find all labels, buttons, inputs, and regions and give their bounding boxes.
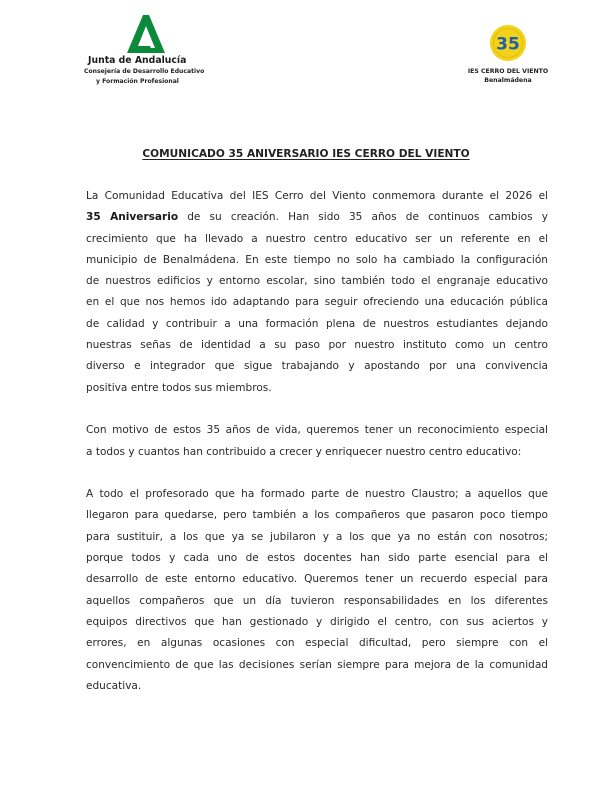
paragraph-3 [86, 484, 548, 697]
text-line: Con motivo de estos 35 años de vida, queremos tener un reconocimiento especial [86, 424, 548, 437]
department-line-1: Consejería de Desarrollo Educativo [84, 68, 205, 75]
text-line: a todos y cuantos han contribuido a crecer y enriquecer nuestro centro educativo: [86, 445, 522, 458]
text-line: diverso e integrador que sigue trabajando y apostando por una convivencia [86, 360, 548, 373]
text-line: La Comunidad Educativa del IES Cerro del Viento conmemora durante el 2026 el [86, 190, 548, 202]
text-line: nuestras señas de identidad a su paso por nuestro instituto como un centro [86, 339, 548, 352]
text-line [86, 207, 548, 228]
school-header [440, 67, 576, 85]
document-title [0, 148, 612, 160]
paragraph-2 [86, 420, 548, 463]
school-town: Benalmádena [484, 77, 532, 84]
text-line: para sustituir, a los que ya se jubilaron y a los que ya no están con nosotros; [86, 530, 548, 543]
junta-andalucia-logo-icon [126, 13, 166, 55]
text-line: positiva entre todos sus miembros. [86, 381, 272, 394]
school-35-anniversary-logo-icon [489, 24, 527, 62]
text-line: convencimiento de que las decisiones serían siempre para mejora de la comunidad [86, 658, 548, 671]
text-line: desarrollo de este entorno educativo. Queremos tener un recuerdo especial para [86, 573, 548, 586]
document-title-text: COMUNICADO 35 ANIVERSARIO IES CERRO DEL VIENTO [142, 148, 470, 160]
paragraph-gap [86, 399, 548, 420]
text-line: municipio de Benalmádena. En este tiempo no solo ha cambiado la configuración [86, 253, 548, 266]
anniversary-emphasis: 35 Aniversario [86, 211, 179, 224]
paragraph-1 [86, 186, 548, 399]
text-line: aquellos compañeros que un día tuvieron responsabilidades en los diferentes [86, 594, 548, 607]
text-line: en el que nos hemos ido adaptando para seguir ofreciendo una educación pública [86, 296, 548, 309]
department-line-2: y Formación Profesional [96, 78, 179, 85]
junta-andalucia-header [76, 55, 218, 87]
logo-number: 35 [496, 34, 520, 55]
text-line-rest: de su creación. Han sido 35 años de continuos cambios y [178, 211, 548, 224]
school-name: IES CERRO DEL VIENTO [467, 68, 549, 75]
text-line: de calidad y contribuir a una formación plena de nuestros estudiantes dejando [86, 317, 548, 330]
text-line: errores, en algunas ocasiones con especial dificultad, pero siempre con el [86, 637, 548, 650]
text-line: educativa. [86, 679, 142, 692]
document-body [86, 186, 548, 697]
text-line: equipos directivos que han gestionado y dirigido el centro, con sus aciertos y [86, 615, 548, 628]
text-line: de nuestros edificios y entorno escolar, sino también todo el engranaje educativo [86, 275, 548, 288]
org-name: Junta de Andalucía [88, 55, 187, 66]
text-line: crecimiento que ha llevado a nuestro centro educativo ser un referente en el [86, 232, 548, 245]
text-line: porque todos y cada uno de estos docentes han sido parte esencial para el [86, 552, 548, 565]
paragraph-gap [86, 463, 548, 484]
text-line: llegaron para quedarse, pero también a los compañeros que pasaron poco tiempo [86, 509, 548, 522]
text-line: A todo el profesorado que ha formado parte de nuestro Claustro; a aquellos que [86, 488, 548, 501]
